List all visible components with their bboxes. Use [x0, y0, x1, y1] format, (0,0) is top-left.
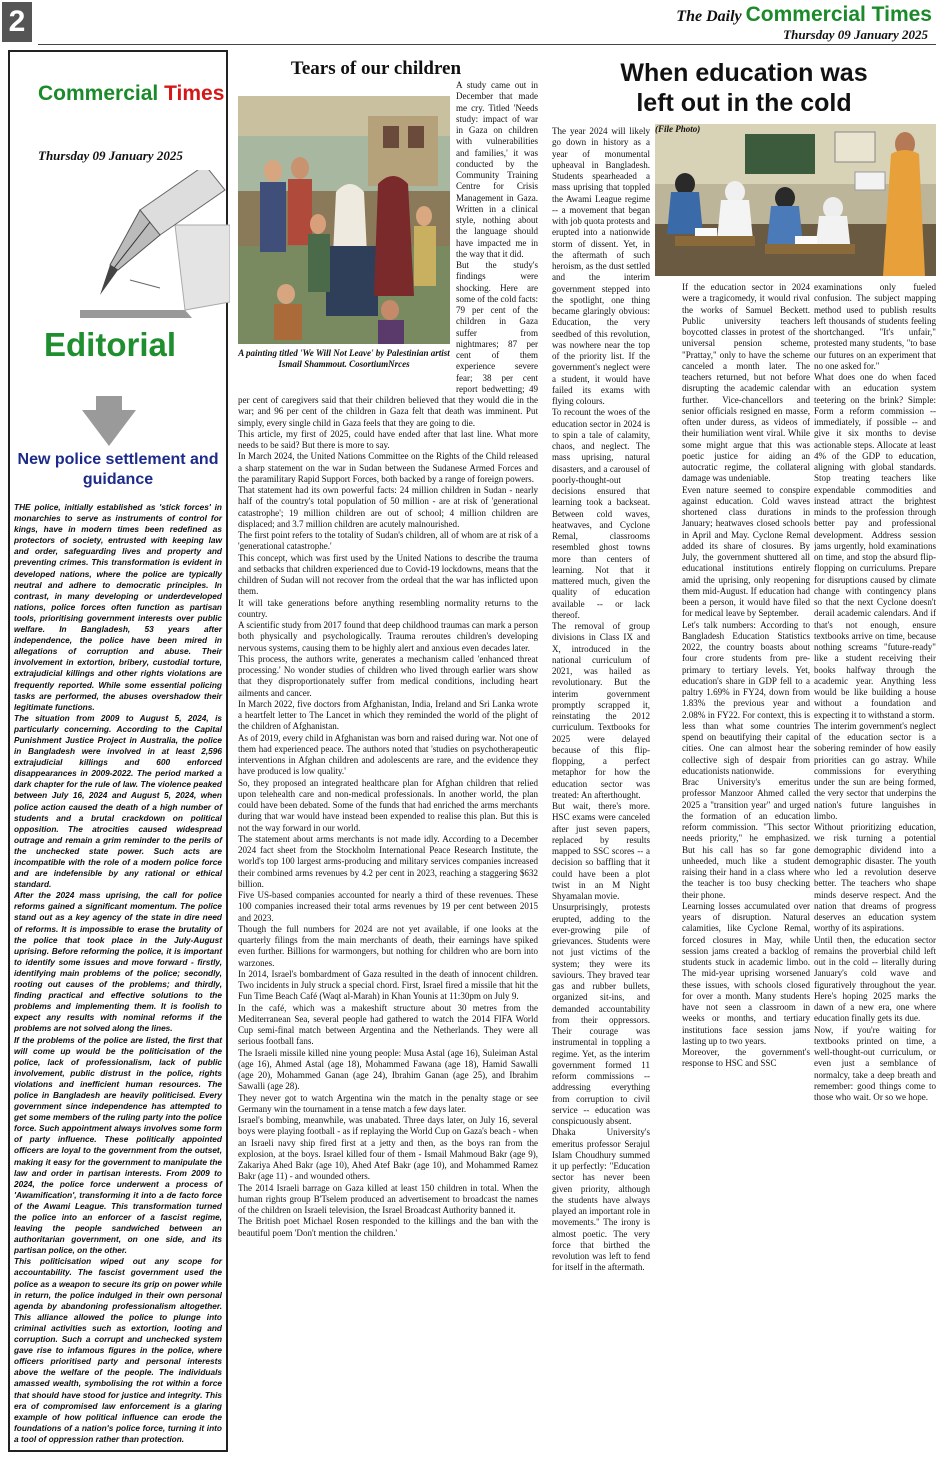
article-paragraph: The statement about arms merchants is not made idly. According to a December 2024 fact sheet from the Stockholm International Peace Research Institute, the world's top 100 largest arms-producing and military services companies increased their combined arms revenues by 4.2 per cent in 2023, reaching a staggering $632 billion. [238, 833, 538, 889]
article-paragraph: The first point refers to the totality of Sudan's children, all of whom are at risk of a 'generational catastrophe.' [238, 530, 538, 552]
page-header [0, 0, 942, 46]
header-divider [38, 44, 936, 45]
sidebar-logo-part2: Times [164, 82, 225, 105]
article-paragraph: This article, my first of 2025, could have ended after that last line. What more needs to be said? But there is more to say. [238, 428, 538, 450]
article-paragraph: A study came out in December that made me cry. Titled 'Needs study: impact of war in Gaza on children with vulnerabilities and families,' it was conducted by the Community Training Centre for Crisis Management in Gaza. Written in a clinical style, nothing about the language should have impacted me in the way that it did. [456, 80, 538, 259]
article-paragraph: Five US-based companies accounted for nearly a third of these revenues. These 100 companies increased their total arms revenues by 19 per cent between 2015 and 2023. [238, 890, 538, 923]
article-paragraph: The year 2024 will likely go down in history as a year of monumental upheaval in Bangladesh. Students spearheaded a mass uprising that toppled the Awami League regime -- a movement that began with job quota protests and erupted into a nationwide storm of dissent. Yet, in the aftermath of such heroism, as the dust settled and the interim government stepped into the spotlight, one thing became glaringly obvious: Education, the very seedbed of this revolution, was nowhere near the top of the priority list. If the government's neglect were a student, it would have failed its exams with flying colours. [552, 126, 650, 406]
article-paragraph: examinations only fueled confusion. The subject mapping method used to publish results left thousands of students feeling shortchanged. "It's unfair," protested many students, "to base our futures on an experiment that no one asked for." [814, 282, 936, 371]
article-paragraph: So, they proposed an integrated healthcare plan for Afghan children that relied upon telehealth care and non-medical professionals. In another world, the plan could have been debated. Some of the funds that had enriched the arms merchants during that war would have instead been expended to realise this plan. But this is not the way forward in our world. [238, 777, 538, 833]
masthead-prefix: The Daily [676, 8, 742, 25]
article-paragraph: What does one do when faced with an education system teetering on the brink? Simple: Form a reform commission -- immediately, if possible -- and give it six months to devise actionable steps. Allocate at least 4% of the GDP to education, aligning with global standards. Stop treating teachers like expendable commodities and instead attract the brightest minds to the profession through better pay and professional development. Address session jams urgently, hold examinations on time, and stop the absurd flip-flopping on curriculums. Prepare for disruptions caused by climate change with contingency plans so that the next Cyclone doesn't derail academic calendars. And if that's not enough, ensure textbooks arrive on time, because nothing screams "future-ready" like a student receiving their books halfway through the academic year. Anything less would be like building a house without a foundation and expecting it to withstand a storm. [814, 372, 936, 720]
article-paragraph: Now, if you're waiting for textbooks printed on time, a well-thought-out curriculum, or even just a semblance of normalcy, take a deep breath and remember: good things come to those who wait. Or so we hope. [814, 1024, 936, 1102]
editorial-sidebar [8, 50, 228, 1452]
article-paragraph: That statement had its own powerful facts: 24 million children in Sudan - nearly half of the country's total population of 50 million - are at risk of 'generational catastrophe'; 19 million children are out of school; 4 million children are displaced; and 3.7 million children are acutely malnourished. [238, 485, 538, 529]
article-paragraph: In the café, which was a makeshift structure about 30 metres from the Mediterranean Sea, several people had gathered to watch the 2014 FIFA World Cup semi-final match between Argentina and the Netherlands. They were all serious football fans. [238, 1002, 538, 1047]
page-number: 2 [2, 2, 32, 42]
title-line: left out in the cold [636, 89, 852, 117]
editorial-headline: New police settlement and guidance [17, 451, 219, 488]
education-column-3 [814, 282, 936, 1448]
education-column-1 [552, 126, 650, 1448]
photo-credit: (File Photo) [655, 124, 701, 134]
editorial-paragraph: After the 2024 mass uprising, the call for police reforms gained a significant momentum. The police stand out as a key agency of the state in dire need of reforms. It is impossible to erase the brutality of the police that took place in the July-August uprising. Before reforming the police, it is important to identify some issues and move forward - firstly, identifying main problems of the police; secondly, rooting out causes of the problems; and thirdly, finding practical and effective solutions to the problems and implementing them. It is foolish to expect any results with nominal reforms if the problems are not solved along the lines. [14, 890, 222, 1034]
article-paragraph: In 2014, Israel's bombardment of Gaza resulted in the death of innocent children. Two incidents in July struck a special chord. First, Israel fired a missile that hit the Fun Time Beach Café (Waqt al-Marah) in Khan Younis at 11:30pm on July 9. [238, 968, 538, 1002]
editorial-body [14, 502, 222, 1445]
pen-icon [80, 170, 230, 320]
sidebar-logo [38, 82, 224, 106]
article-paragraph: The Israeli missile killed nine young people: Musa Astal (age 16), Suleiman Astal (age 16), Ahmed Astal (age 18), Mohammed Fawana (age 18), Hamid Sawalli (age 20), Mohammed Ganan (age 24), Ibrahim Ganan (age 25), and Ibrahim Sawalli (age 28). [238, 1047, 538, 1092]
article-paragraph: The interim government's neglect of the education sector is a sobering reminder of how easily priorities can go astray. While commissions for everything under the sun are being formed, the very sector that underpins the nation's future languishes in limbo. [814, 720, 936, 821]
painting-figure [238, 96, 450, 369]
article-paragraph: Israel's bombing, meanwhile, was unabated. Three days later, on July 16, several boys were playing football - as if replaying the World Cup on Gaza's beach - when an Israeli navy ship fired first at a jetty and then, as the boys ran from the explosion, at the boys. Israel killed four of them - Ismail Mahmoud Bakr (age 9), Zakariya Ahed Bakr (age 10), Ahed Atef Bakr (age 10), and Mohammed Ramez Bakr (age 11) - and wounded others. [238, 1115, 538, 1182]
article-paragraph: In March 2024, the United Nations Committee on the Rights of the Child released a sharp statement on the war in Sudan between the Sudanese Armed Forces and the paramilitary Rapid Support Forces, both backed by a range of foreign powers. [238, 451, 538, 484]
article-paragraph: Learning losses accumulated over years of disruption. Natural calamities, like Cyclone Remal, forced closures in May, while session jams created a backlog of students stuck in academic limbo. The mid-year uprising worsened these issues, with schools closed for over a month. Many students have not seen a classroom in weeks or months, and tertiary institutions face session jams lasting up to two years. [682, 900, 810, 1046]
article-paragraph: Moreover, the government's response to HSC and SSC [682, 1047, 810, 1069]
article-title: Tears of our children [290, 58, 462, 79]
education-column-2 [682, 282, 810, 1448]
masthead-name: Commercial Times [745, 3, 932, 26]
sidebar-logo-part1: Commercial [38, 82, 159, 105]
painting-image [238, 96, 450, 344]
section-title: Editorial [44, 326, 177, 363]
sidebar-date: Thursday 09 January 2025 [38, 148, 183, 163]
article-paragraph: As of 2019, every child in Afghanistan was born and raised during war. Not one of them had experienced peace. The authors noted that 'studies on psychotherapeutic interventions in Afghan children and adolescents are rare, and the evidence they have produced is low quality.' [238, 732, 538, 777]
article-paragraph: In March 2022, five doctors from Afghanistan, India, Ireland and Sri Lanka wrote a heartfelt letter to The Lancet in which they reminded the world of the plight of the children of Afghanistan. [238, 698, 538, 732]
editorial-paragraph: THE police, initially established as 'stick forces' in monarchies to serve as instruments of control for kings, have in modern times been redefined as protectors of society, entrusted with keeping law and order, safeguarding lives and property and preventing crimes. This transformation is evident in developed nations, where the police are typically neutral and adhere to democratic principles. In contrast, in many developing or underdeveloped nations, police forces often function as partisan tools, prioritising government interests over public welfare. In Bangladesh, 53 years after independence, the police have been mired in allegations of corruption and abuse. Their involvement in extortion, bribery, custodial torture, extrajudicial killings and other rights violations are frequently reported. While some essential policing tasks are performed, the abuses overshadow their legitimate functions. [14, 502, 222, 712]
article-paragraph: A scientific study from 2017 found that deep childhood traumas can mark a person both physically and psychologically. Trauma reroutes children's developing nervous systems, causing them to be highly alert and anxious even decades later. [238, 620, 538, 653]
article-paragraph: The British poet Michael Rosen responded to the killings and the ban with the beautiful poem 'Don't mention the children.' [238, 1216, 538, 1238]
editorial-paragraph: If the problems of the police are listed, the first that will come up would be the politicisation of the police, lack of professionalism, lack of public involvement, public distrust in the police, rights violations and inefficient human resources. The police in Bangladesh are heavily politicised. Every government since independence has attempted to get some members of the ruling party into the police force. Such appointment always involves some form of party influence. These politically appointed officers are loyal to the government from the outset, making it easy for the government to manipulate the law and order in partisan interests. From 2009 to 2024, the police force underwent a process of 'Awamification', transforming it into a de facto force of the Awami League. This transformation turned the police into an enforcer of a fascist regime, leaving the people sandwiched between an authoritarian government, on one side, and its partisan police, on the other. [14, 1034, 222, 1256]
article-paragraph: Without prioritizing education, we risk turning a potential demographic dividend into a demographic disaster. The youth who led a revolution deserve better. The teachers who shape minds deserve respect. And the nation that dreams of progress deserves an education system worthy of its aspirations. [814, 822, 936, 934]
article-paragraph: This concept, which was first used by the United Nations to describe the trauma and setbacks that children experienced due to Covid-19 lockdowns, means that the children of Sudan will not recover from the ordeal that the war has inflicted upon them. [238, 552, 538, 597]
article-paragraph: They never got to watch Argentina win the match in the penalty stage or see Germany win the tournament in a tense match a few days later. [238, 1092, 538, 1114]
arrow-down-icon [82, 396, 136, 446]
article-paragraph: But the study's findings were shocking. Here are some of the cold facts: 79 per cent of the children in Gaza suffer from nightmares; 87 per cent of them experience severe fear; 38 per cent report bedwetting; 49 per cent of caregivers said that their children believed that they would die in the war; and 96 per cent of the children in Gaza felt that death was imminent. Put simply, every single child in Gaza feels that they are going to die. [238, 260, 538, 428]
article-paragraph: Let's talk numbers: According to Bangladesh Education Statistics 2022, the country boasts about four crore students from pre-primary to tertiary levels. Yet, education's share in GDP fell to a paltry 1.69% in FY24, down from 1.83% the previous year and 2.08% in FY22. For context, this is less than what some countries spend on beautifying their capital cities. One can almost hear the collective sigh of despair from educationists nationwide. [682, 619, 810, 776]
article-paragraph: The 2014 Israeli barrage on Gaza killed at least 150 children in total. When the human rights group B'Tselem produced an advertisement to broadcast the names of the children on Israeli television, the Israel Broadcast Authority banned it. [238, 1182, 538, 1215]
title-line: When education was [620, 59, 868, 87]
article-paragraph: Even nature seemed to conspire against education. Cold waves shortened class durations in January; heatwaves closed schools in April and May. Cyclone Remal added its share of closures. By July, the government shuttered all educational institutions entirely amid the uprising, only reopening them mid-August. If education had been a person, it would have filed for medical leave by September. [682, 484, 810, 619]
figure-caption: A painting titled 'We Will Not Leave' by Palestinian artist Ismail Shammout. CosortiumNrces [238, 348, 450, 369]
article-paragraph: The removal of group divisions in Class IX and X, introduced in the national curriculum of 2021, was hailed as revolutionary. But the interim government promptly scrapped it, reinstating the 2012 curriculum. Textbooks for 2025 were delayed because of this flip-flopping, a perfect metaphor for how the education sector was treated: An afterthought. [552, 621, 650, 800]
article-paragraph: Though the full numbers for 2024 are not yet available, if one looks at the quarterly filings from the main merchants of death, their earnings have spiked even further. Billions for warmongers, but nothing for children who are born into warzones. [238, 923, 538, 968]
article-paragraph: Brac University's emeritus professor Manzoor Ahmed called 2025 a "transition year" and urged the formation of an education reform commission. "This sector needs priority," he emphasized. But his call has so far gone unheeded, much like a student raising their hand in a class where the teacher is too busy checking their phone. [682, 777, 810, 900]
article-paragraph: It will take generations before anything resembling normality returns to the country. [238, 597, 538, 619]
article-paragraph: But wait, there's more. HSC exams were canceled after just seven papers, replaced by results mapped to SSC scores -- a decision so baffling that it could have been a plot twist in an M Night Shyamalan movie. [552, 801, 650, 901]
article-title [552, 58, 936, 118]
article-paragraph: Dhaka University's emeritus professor Serajul Islam Choudhury summed it up perfectly: "Education sector has never been given priority, although the students have always played an important role in movements." The irony is almost poetic. The very force that birthed the revolution was left to fend for itself in the aftermath. [552, 1127, 650, 1273]
article-paragraph: To recount the woes of the education sector in 2024 is to spin a tale of calamity, chaos, and neglect. The mass uprising, natural disasters, and a carousel of poorly-thought-out decisions ensured that learning took a backseat. Between cold waves, heatwaves, and Cyclone Remal, classrooms resembled ghost towns more than centers of learning. Not that it mattered much, given the quality of education available -- or lack thereof. [552, 407, 650, 620]
masthead [676, 3, 932, 27]
article-paragraph: If the education sector in 2024 were a tragicomedy, it would rival the works of Samuel Beckett. Public university teachers boycotted classes in protest of the universal pension scheme, "Prattay," only to have the scheme canceled a month later. The teachers returned, but not before disrupting the academic calendar further. Vice-chancellors and senior officials resigned en masse, often under duress, as videos of their humiliation went viral. While some might argue that this was poetic justice for aiding an autocratic regime, the collateral damage was undeniable. [682, 282, 810, 484]
article-paragraph: Unsurprisingly, protests erupted, adding to the ever-growing pile of grievances. Students were not just victims of the system; they were its saviours. They braved tear gas and rubber bullets, organized sit-ins, and demanded accountability from their oppressors. Their courage was instrumental in toppling a regime. Yet, as the interim government formed 11 reform commissions -- addressing everything from corruption to civil service -- education was conspicuously absent. [552, 902, 650, 1126]
editorial-paragraph: The situation from 2009 to August 5, 2024, is particularly concerning. According to the Capital Punishment Justice Project in Australia, the police in Bangladesh were involved in at least 2,596 extrajudicial killings and 600 enforced disappearances in 2009-2022. The period marked a dark chapter for the rule of law. The violence peaked between July 16, 2024 and August 5, 2024, when police action caused the death of a high number of students and a brutal crackdown on political opposition. The atrocities caused widespread outrage and remain a grim reminder to the perils of the unchecked state power. Such acts are incompatible with the role of a modern police force and are indefensible by any rational or ethical standard. [14, 712, 222, 890]
classroom-photo [655, 124, 936, 276]
article-paragraph: This process, the authors write, generates a mechanism called 'enhanced threat processing.' No wonder studies of children who lived through earlier wars show that they disproportionately suffer from medical conditions, including heart ailments and cancer. [238, 653, 538, 698]
header-date: Thursday 09 January 2025 [783, 27, 928, 42]
editorial-paragraph: This politicisation wiped out any scope for accountability. The fascist government used the police as a weapon to secure its grip on power while in return, the police indulged in their own personal agenda by abandoning professionalism altogether. This alliance allowed the police to plunge into criminal activities such as extortion, looting and corruption. Such a corrupt and unchecked system gave rise to infamous figures in the police, where officers prioritised party and personal interests above the welfare of the people. The individuals amassed wealth, symbolising the rot within a force that should have stood for justice and integrity. This era of compromised law enforcement is a glaring example of how political influence can erode the foundations of a nation's police force, turning it into a tool of oppression rather than protection. [14, 1256, 222, 1444]
article-paragraph: Until then, the education sector remains the proverbial child left out in the cold -- literally during January's cold wave and figuratively throughout the year. Here's hoping 2025 marks the dawn of a new era, one where education finally gets its due. [814, 934, 936, 1024]
